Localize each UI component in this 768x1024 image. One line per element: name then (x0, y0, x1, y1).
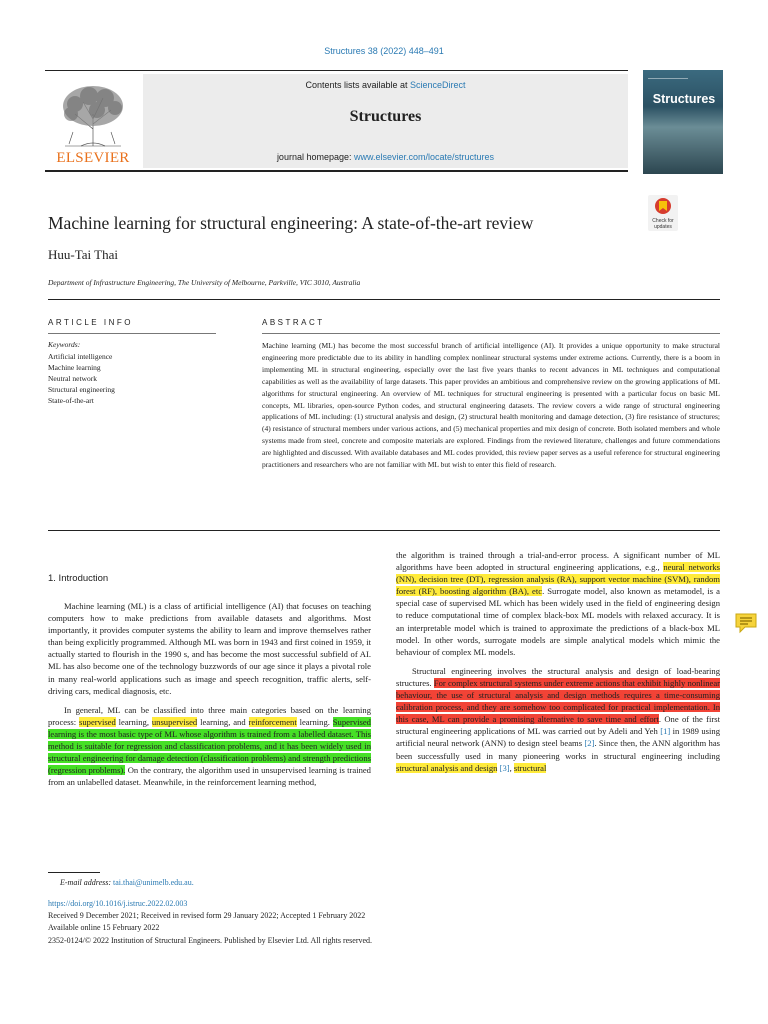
text-run: learning, and (197, 716, 249, 727)
publisher-wordmark[interactable]: ELSEVIER (56, 150, 130, 166)
contents-line (143, 80, 628, 90)
masthead-top-rule (45, 70, 628, 71)
text-run: Structural engineering involves the structural analysis and design of load-bearing structures. (396, 665, 720, 688)
title-block-rule (48, 299, 720, 300)
doi-link[interactable]: https://doi.org/10.1016/j.istruc.2022.02.003 (48, 899, 188, 908)
article-info-rule (48, 333, 216, 334)
highlight-yellow[interactable]: reinforcement (248, 716, 297, 727)
check-for-updates-badge[interactable] (648, 195, 678, 231)
section-heading-introduction: 1. Introduction (48, 573, 109, 584)
keyword-item: Artificial intelligence (48, 352, 113, 361)
cover-decoration (648, 78, 688, 79)
highlight-yellow[interactable]: structural analysis and design (396, 762, 498, 773)
highlight-yellow[interactable]: unsupervised (151, 716, 198, 727)
contents-prefix: Contents lists available at (305, 80, 411, 90)
intro-paragraph-2 (48, 704, 371, 789)
intro-paragraph-2-continued (396, 549, 720, 658)
text-run: . Since then, the ANN algorithm has been successfully used in many pioneering works in structural engineering including (396, 738, 721, 761)
article-info-heading: ARTICLE INFO (48, 318, 133, 327)
text-run: learning, (115, 716, 152, 727)
journal-reference[interactable]: Structures 38 (2022) 448–491 (324, 46, 444, 56)
text-run: . One of the first structural engineering applications of ML was carried out by Adeli and Yeh (396, 714, 720, 737)
text-run: the algorithm is trained through a trial-and-error process. A significant number of ML algorithms have been adopted in structural engineering applications, e.g., (396, 550, 720, 573)
homepage-link[interactable]: www.elsevier.com/locate/structures (354, 152, 495, 162)
body-left-column (48, 600, 371, 788)
text-run: In general, ML can be classified into three main categories based on the learning process: (48, 704, 371, 727)
email-label: E-mail address: (60, 878, 114, 887)
badge-line2: updates (654, 224, 672, 230)
comment-note-icon[interactable] (734, 612, 758, 634)
online-date: Available online 15 February 2022 (48, 923, 160, 933)
abstract-bottom-rule (48, 530, 720, 531)
sciencedirect-link[interactable]: ScienceDirect (410, 80, 466, 90)
author-name: Huu-Tai Thai (48, 247, 118, 262)
highlight-yellow[interactable]: neural networks (NN), decision tree (DT), regression analysis (RA), support vector machine (SVM), random forest (RF), boosting algorithm (BA), etc (396, 562, 720, 597)
paper-title: Machine learning for structural engineering: A state-of-the-art review (48, 213, 534, 233)
intro-paragraph-3 (396, 665, 720, 774)
text-run: . Surrogate model, also known as metamodel, is a special case of supervised ML which has been widely used in the field of engineering design to reduce computational time of complex black-box ML models with relaxed accuracy. It is an interpretable model which is trained to approximate the predictions of a black-box ML model. In other words, surrogate models are simple analytical models which mimic the behaviour of complex ML models. (396, 586, 720, 657)
keyword-item: State-of-the-art (48, 396, 94, 405)
badge-line1: Check for (652, 218, 674, 224)
footer-metadata (48, 898, 372, 947)
email-link[interactable]: tai.thai@unimelb.edu.au. (113, 878, 194, 887)
abstract-text: Machine learning (ML) has become the most successful branch of artificial intelligence (AI). It provides a unique opportunity to make structural engineering more predictable due to its ability in handling complex nonlinear structural systems under extreme actions. Currently, there is a boom in implementing ML in structural engineering, especially over the last five years thanks to recent advances in ML techniques and computational capabilities as well as the availability of large datasets. This paper provides an ambitious and comprehensive review on the growing applications of ML algorithms for structural engineering. An overview of ML techniques for structural engineering is presented with a particular focus on basic ML concepts, ML libraries, open-source Python codes, and structural engineering datasets. The review covers a wide range of structural engineering applications of ML including: (1) structural analysis and design, (2) structural health monitoring and damage detection, (3) fire resistance of structures; (4) resistance of structural members under various actions, and (5) mechanical properties and mix design of concrete. Both isolated members and whole systems made from steel, concrete and composite materials are explored. Findings from the reviewed literature, challenges and future commendations are highlighted and discussed. With available databases and ML codes provided, this review paper serves as a useful reference for structural engineering practitioners and researchers who are not familiar with ML but wish to enter this field of research. (262, 341, 720, 470)
received-dates: Received 9 December 2021; Received in revised form 29 January 2022; Accepted 1 February 2022 (48, 911, 366, 921)
homepage-prefix: journal homepage: (276, 152, 354, 162)
text-run: in 1989 using artificial neural network (ANN) to design steel beams (396, 726, 720, 749)
citation-link[interactable]: [2] (584, 738, 595, 749)
email-footnote (60, 878, 194, 887)
keywords-label: Keywords: (48, 340, 81, 349)
journal-cover[interactable] (643, 70, 723, 174)
abstract-rule (262, 333, 720, 334)
citation-link[interactable]: [1] (660, 726, 671, 737)
citation-link[interactable]: [3] (499, 762, 510, 773)
cover-title: Structures (652, 92, 716, 106)
journal-title: Structures (349, 108, 422, 125)
text-run: , (509, 762, 514, 773)
copyright-line: 2352-0124/© 2022 Institution of Structural Engineers. Published by Elsevier Ltd. All rights reserved. (48, 935, 373, 945)
body-right-column (396, 549, 720, 774)
highlight-yellow[interactable]: supervised (79, 716, 116, 727)
highlight-red[interactable]: For complex structural systems under extreme actions that exhibit highly nonlinear behaviour, the use of structural analysis and design methods requires a time-consuming calibration process, and they are somehow too complicated for practical implementation. In this case, ML can provide a promising alternative to save time and effort (396, 677, 720, 725)
keyword-item: Structural engineering (48, 385, 115, 394)
author-affiliation: Department of Infrastructure Engineering, The University of Melbourne, Parkville, VIC 3010, Australia (48, 278, 361, 287)
intro-paragraph-1: Machine learning (ML) is a class of artificial intelligence (AI) that focuses on teaching computers how to make predictions from available datasets and algorithms. Most importantly, it provides computer systems the ability to learn and improve themselves rather than being explicitly programmed. Although ML was born in 1943 and first coined in 1959, it actually started to flourish in the 1990 s, and has become the most successful subfield of AI. ML has also become one of the technology buzzwords of our age since it plays a pivotal role in many real-world applications such as image and speech recognition, traffic alerts, self-driving cars, medical diagnosis, etc. (48, 601, 371, 696)
highlight-green[interactable]: Supervised learning is the most basic type of ML whose algorithm is trained from a labelled dataset. This method is suitable for regression and classification problems, and it has been widely used in structural engineering for damage detection (classification problems) and strength predictions (regression problems). (48, 716, 371, 776)
keywords-list (48, 351, 115, 406)
keyword-item: Machine learning (48, 363, 101, 372)
highlight-yellow[interactable]: structural (513, 762, 547, 773)
text-run: learning. (296, 716, 333, 727)
masthead-bottom-rule (45, 170, 628, 172)
homepage-line (143, 152, 628, 162)
footnote-rule (48, 872, 100, 873)
text-run: On the contrary, the algorithm used in unsupervised learning is trained from an unlabelled dataset. Meanwhile, in the reinforcement learning method, (48, 765, 371, 788)
abstract-heading: ABSTRACT (262, 318, 325, 327)
keyword-item: Neutral network (48, 374, 97, 383)
